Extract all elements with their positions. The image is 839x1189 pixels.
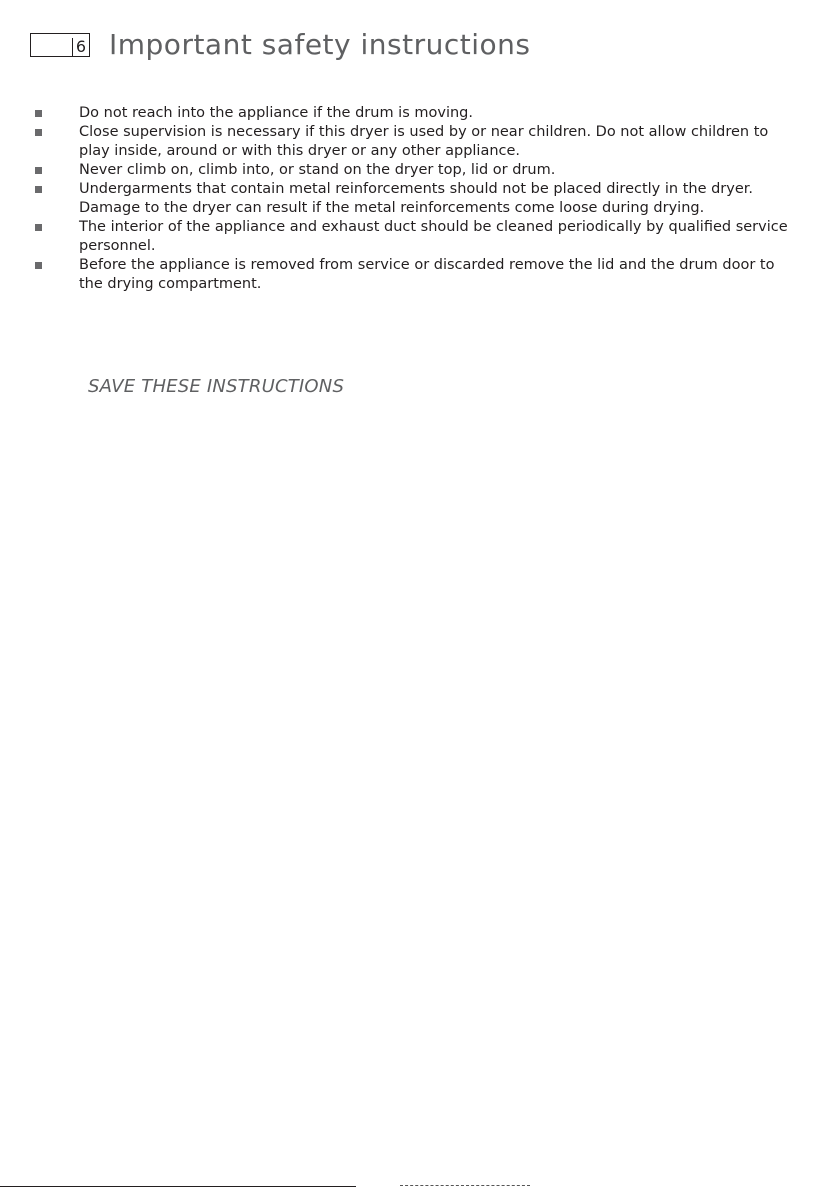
- instruction-text: Never climb on, climb into, or stand on the dryer top, lid or drum.: [79, 162, 556, 178]
- square-bullet-icon: [35, 262, 42, 269]
- square-bullet-icon: [35, 110, 42, 117]
- instruction-text: The interior of the appliance and exhaust duct should be cleaned periodically by qualified service personnel.: [79, 219, 788, 254]
- list-item: [33, 161, 793, 180]
- list-item: [33, 218, 793, 256]
- page-number-box: [30, 33, 90, 57]
- page-number: 6: [72, 38, 86, 56]
- square-bullet-icon: [35, 186, 42, 193]
- list-item: [33, 123, 793, 161]
- instruction-text: Undergarments that contain metal reinforcements should not be placed directly in the dryer. Damage to the dryer can result if the metal reinforcements come loose during drying.: [79, 181, 754, 216]
- square-bullet-icon: [35, 224, 42, 231]
- instruction-text: Close supervision is necessary if this dryer is used by or near children. Do not allow children to play inside, around or with this dryer or any other appliance.: [79, 124, 769, 159]
- instruction-text: Before the appliance is removed from service or discarded remove the lid and the drum door to the drying compartment.: [79, 257, 775, 292]
- page-title: Important safety instructions: [109, 28, 531, 61]
- save-instructions-note: SAVE THESE INSTRUCTIONS: [88, 376, 345, 397]
- list-item: [33, 180, 793, 218]
- square-bullet-icon: [35, 167, 42, 174]
- list-item: [33, 104, 793, 123]
- footer-scan-mark: [400, 1185, 530, 1188]
- footer-rule: [0, 1186, 356, 1187]
- list-item: [33, 256, 793, 294]
- square-bullet-icon: [35, 129, 42, 136]
- instruction-text: Do not reach into the appliance if the drum is moving.: [79, 105, 473, 121]
- safety-instructions-list: [33, 104, 793, 294]
